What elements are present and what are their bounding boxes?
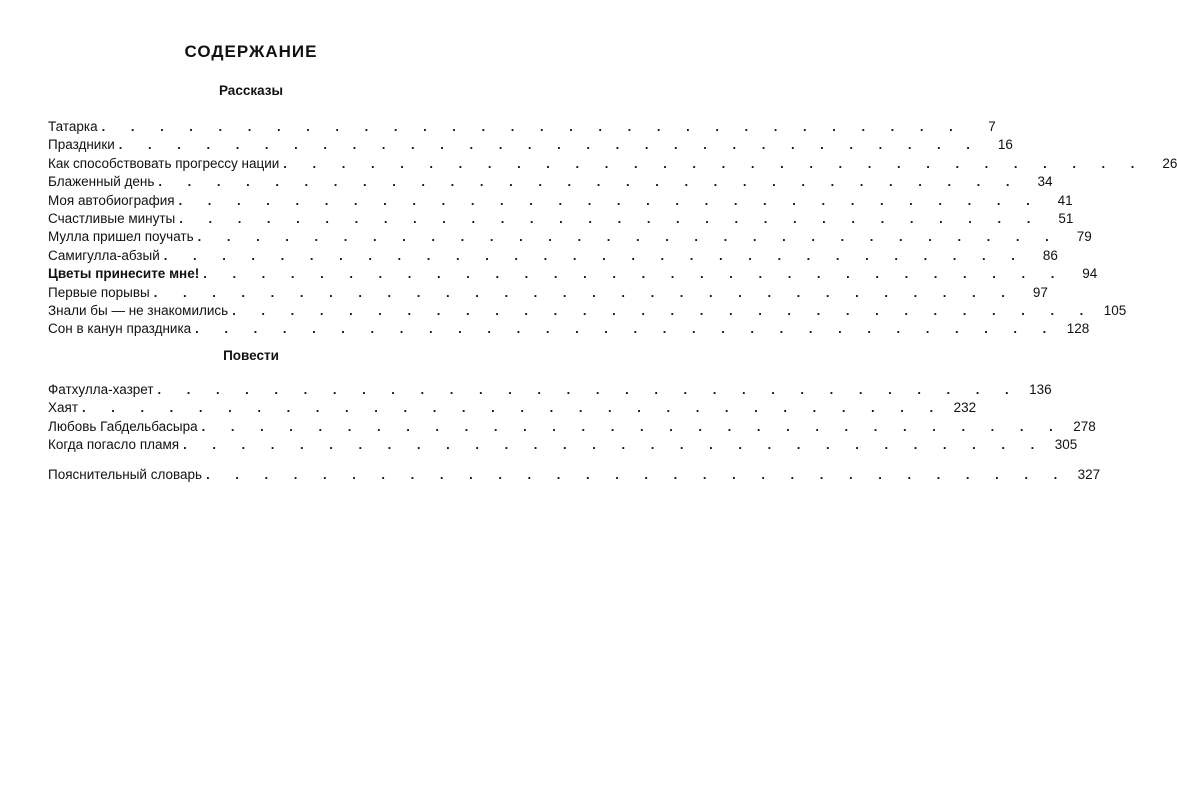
entry-title: Знали бы — не знакомились (48, 302, 229, 318)
toc-entry[interactable] (48, 173, 1053, 191)
toc-entry[interactable] (48, 436, 1078, 454)
entry-title: Праздники (48, 137, 115, 153)
dot-leader: . . . . . . . . . . . . . . . . . . . . . . . . . . . . . . (232, 302, 1095, 318)
dot-leader: . . . . . . . . . . . . . . . . . . . . . . . . . . . . . . (283, 155, 1146, 171)
toc-list-appendix (48, 466, 1101, 484)
entry-page-number: 79 (1076, 229, 1092, 245)
entry-title: Моя автобиография (48, 192, 175, 208)
entry-page-number: 305 (1054, 437, 1078, 453)
entry-title: Пояснительный словарь (48, 467, 203, 482)
toc-entry[interactable] (48, 210, 1074, 228)
entry-page-number: 16 (997, 137, 1013, 153)
entry-page-number: 278 (1073, 418, 1096, 434)
dot-leader: . . . . . . . . . . . . . . . . . . . . . . . . . . . . . . (206, 467, 1069, 482)
entry-page-number: 51 (1058, 210, 1074, 226)
toc-entry[interactable] (48, 320, 1090, 338)
entry-page-number: 86 (1042, 247, 1058, 263)
toc-entry[interactable] (48, 192, 1073, 210)
dot-leader: . . . . . . . . . . . . . . . . . . . . . . . . . . . . . . (118, 137, 981, 153)
entry-page-number: 327 (1077, 467, 1101, 482)
entry-page-number: 26 (1162, 155, 1177, 171)
entry-title: Татарка (48, 119, 98, 134)
toc-entry[interactable] (48, 265, 1098, 283)
toc-entry[interactable] (48, 118, 996, 136)
toc-entry[interactable] (48, 247, 1058, 265)
entry-page-number: 128 (1066, 321, 1090, 337)
entry-title: Хаят (48, 400, 79, 416)
dot-leader: . . . . . . . . . . . . . . . . . . . . . . . . . . . . . . (153, 284, 1016, 300)
dot-leader: . . . . . . . . . . . . . . . . . . . . . . . . . . . . . . (163, 247, 1026, 263)
dot-leader: . . . . . . . . . . . . . . . . . . . . . . . . . . . . . . (101, 119, 964, 134)
entry-page-number: 97 (1032, 284, 1048, 300)
entry-page-number: 41 (1057, 192, 1073, 208)
entry-title: Блаженный день (48, 174, 155, 190)
entry-title: Цветы принесите мне! (48, 266, 200, 282)
dot-leader: . . . . . . . . . . . . . . . . . . . . . . . . . . . . . . (179, 210, 1042, 226)
page-title: СОДЕРЖАНИЕ (184, 42, 318, 61)
toc-entry[interactable] (48, 302, 1127, 320)
dot-leader: . . . . . . . . . . . . . . . . . . . . . . . . . . . . . . (197, 229, 1060, 245)
dot-leader: . . . . . . . . . . . . . . . . . . . . . . . . . . . . . . (203, 266, 1066, 282)
toc-entry[interactable] (48, 381, 1052, 399)
toc-list-novellas (48, 381, 1096, 455)
toc-entry[interactable] (48, 136, 1013, 154)
entry-title: Счастливые минуты (48, 210, 176, 226)
dot-leader: . . . . . . . . . . . . . . . . . . . . . . . . . . . . . . (201, 418, 1064, 434)
toc-entry-glossary[interactable] (48, 466, 1101, 484)
dot-leader: . . . . . . . . . . . . . . . . . . . . . . . . . . . . . . (157, 382, 1020, 397)
entry-title: Первые порывы (48, 284, 150, 300)
toc-list-stories (48, 118, 1177, 339)
entry-title: Фатхулла-хазрет (48, 382, 154, 397)
dot-leader: . . . . . . . . . . . . . . . . . . . . . . . . . . . . . . (158, 174, 1021, 190)
entry-title: Как способствовать прогрессу нации (48, 155, 280, 171)
toc-entry[interactable] (48, 418, 1096, 436)
dot-leader: . . . . . . . . . . . . . . . . . . . . . . . . . . . . . . (183, 437, 1046, 453)
toc-entry[interactable] (48, 284, 1048, 302)
entry-page-number: 105 (1103, 302, 1127, 318)
entry-title: Мулла пришел поучать (48, 229, 194, 245)
dot-leader: . . . . . . . . . . . . . . . . . . . . . . . . . . . . . . (82, 400, 945, 416)
entry-page-number: 232 (953, 400, 977, 416)
dot-leader: . . . . . . . . . . . . . . . . . . . . . . . . . . . . . . (178, 192, 1041, 208)
entry-page-number: 94 (1082, 266, 1098, 282)
toc-entry[interactable] (48, 155, 1177, 173)
section-title-stories: Рассказы (218, 83, 284, 98)
entry-page-number: 136 (1029, 382, 1052, 397)
toc-entry[interactable] (48, 228, 1092, 246)
dot-leader: . . . . . . . . . . . . . . . . . . . . . . . . . . . . . . (195, 321, 1058, 337)
entry-title: Самигулла-абзый (48, 247, 160, 263)
entry-page-number: 34 (1037, 174, 1053, 190)
entry-title: Когда погасло пламя (48, 437, 180, 453)
entry-title: Сон в канун праздника (48, 321, 192, 337)
toc-entry[interactable] (48, 399, 977, 417)
entry-page-number: 7 (988, 119, 996, 134)
entry-title: Любовь Габдельбасыра (48, 418, 198, 434)
section-title-novellas: Повести (223, 348, 279, 363)
